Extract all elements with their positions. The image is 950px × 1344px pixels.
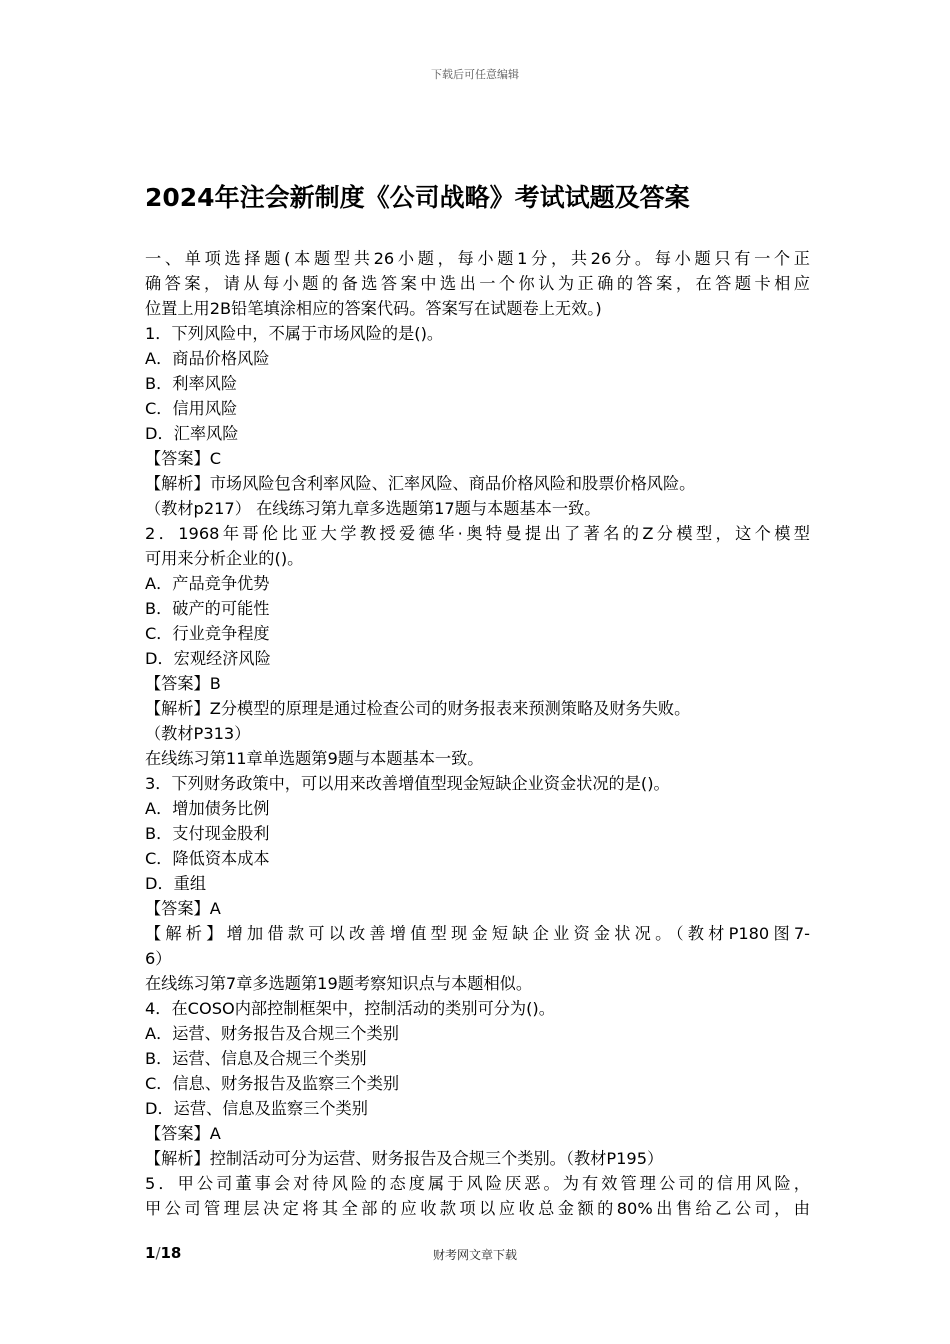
question-option: B．支付现金股利 <box>145 824 270 843</box>
page-separator: / <box>155 1244 161 1262</box>
question-answer: 【答案】B <box>145 674 221 693</box>
question-answer: 【答案】C <box>145 449 222 468</box>
question-analysis: 【解析】增加借款可以改善增值型现金短缺企业资金状况。（教材P180图7- <box>145 924 810 943</box>
question-option: A．增加债务比例 <box>145 799 270 818</box>
question-stem: 5．甲公司董事会对待风险的态度属于风险厌恶。为有效管理公司的信用风险， <box>145 1174 810 1193</box>
question-option: B．破产的可能性 <box>145 599 270 618</box>
header-note: 下载后可任意编辑 <box>431 68 519 81</box>
question-analysis: 【解析】Z分模型的原理是通过检查公司的财务报表来预测策略及财务失败。 <box>145 699 691 718</box>
page-total: 18 <box>160 1244 182 1262</box>
question-option: A．商品价格风险 <box>145 349 270 368</box>
question-analysis: 【解析】市场风险包含利率风险、汇率风险、商品价格风险和股票价格风险。 <box>145 474 696 493</box>
question-stem: 2．1968年哥伦比亚大学教授爱德华·奥特曼提出了著名的Z分模型，这个模型 <box>145 524 810 543</box>
document-title: 2024年注会新制度《公司战略》考试试题及答案 <box>145 183 690 212</box>
question-analysis: 6） <box>145 949 172 968</box>
question-stem: 甲公司管理层决定将其全部的应收款项以应收总金额的80%出售给乙公司，由 <box>145 1199 810 1218</box>
question-option: A．运营、财务报告及合规三个类别 <box>145 1024 399 1043</box>
question-stem: 可用来分析企业的()。 <box>145 549 304 568</box>
intro-line: 位置上用2B铅笔填涂相应的答案代码。答案写在试题卷上无效。) <box>145 299 602 318</box>
question-option: D．重组 <box>145 874 207 893</box>
question-option: D．运营、信息及监察三个类别 <box>145 1099 368 1118</box>
question-stem: 4．在COSO内部控制框架中，控制活动的类别可分为()。 <box>145 999 555 1018</box>
question-analysis: 在线练习第7章多选题第19题考察知识点与本题相似。 <box>145 974 533 993</box>
question-analysis: 在线练习第11章单选题第9题与本题基本一致。 <box>145 749 484 768</box>
page-current: 1 <box>145 1244 156 1262</box>
question-option: C．信息、财务报告及监察三个类别 <box>145 1074 400 1093</box>
document-body <box>145 246 810 1221</box>
question-analysis: （教材P313） <box>145 724 251 743</box>
intro-line: 一、单项选择题(本题型共26小题，每小题1分，共26分。每小题只有一个正 <box>145 249 810 268</box>
question-answer: 【答案】A <box>145 1124 221 1143</box>
question-analysis: 【解析】控制活动可分为运营、财务报告及合规三个类别。（教材P195） <box>145 1149 664 1168</box>
question-option: C．信用风险 <box>145 399 238 418</box>
question-option: D．汇率风险 <box>145 424 239 443</box>
intro-line: 确答案，请从每小题的备选答案中选出一个你认为正确的答案，在答题卡相应 <box>145 274 810 293</box>
question-analysis: （教材p217） 在线练习第九章多选题第17题与本题基本一致。 <box>145 499 601 518</box>
question-option: D．宏观经济风险 <box>145 649 271 668</box>
footer-source: 财考网文章下载 <box>432 1248 517 1262</box>
question-option: B．利率风险 <box>145 374 238 393</box>
question-option: C．行业竞争程度 <box>145 624 270 643</box>
question-option: A．产品竞争优势 <box>145 574 270 593</box>
question-option: C．降低资本成本 <box>145 849 270 868</box>
question-answer: 【答案】A <box>145 899 221 918</box>
question-stem: 3．下列财务政策中，可以用来改善增值型现金短缺企业资金状况的是()。 <box>145 774 670 793</box>
question-stem: 1．下列风险中，不属于市场风险的是()。 <box>145 324 444 343</box>
question-option: B．运营、信息及合规三个类别 <box>145 1049 367 1068</box>
